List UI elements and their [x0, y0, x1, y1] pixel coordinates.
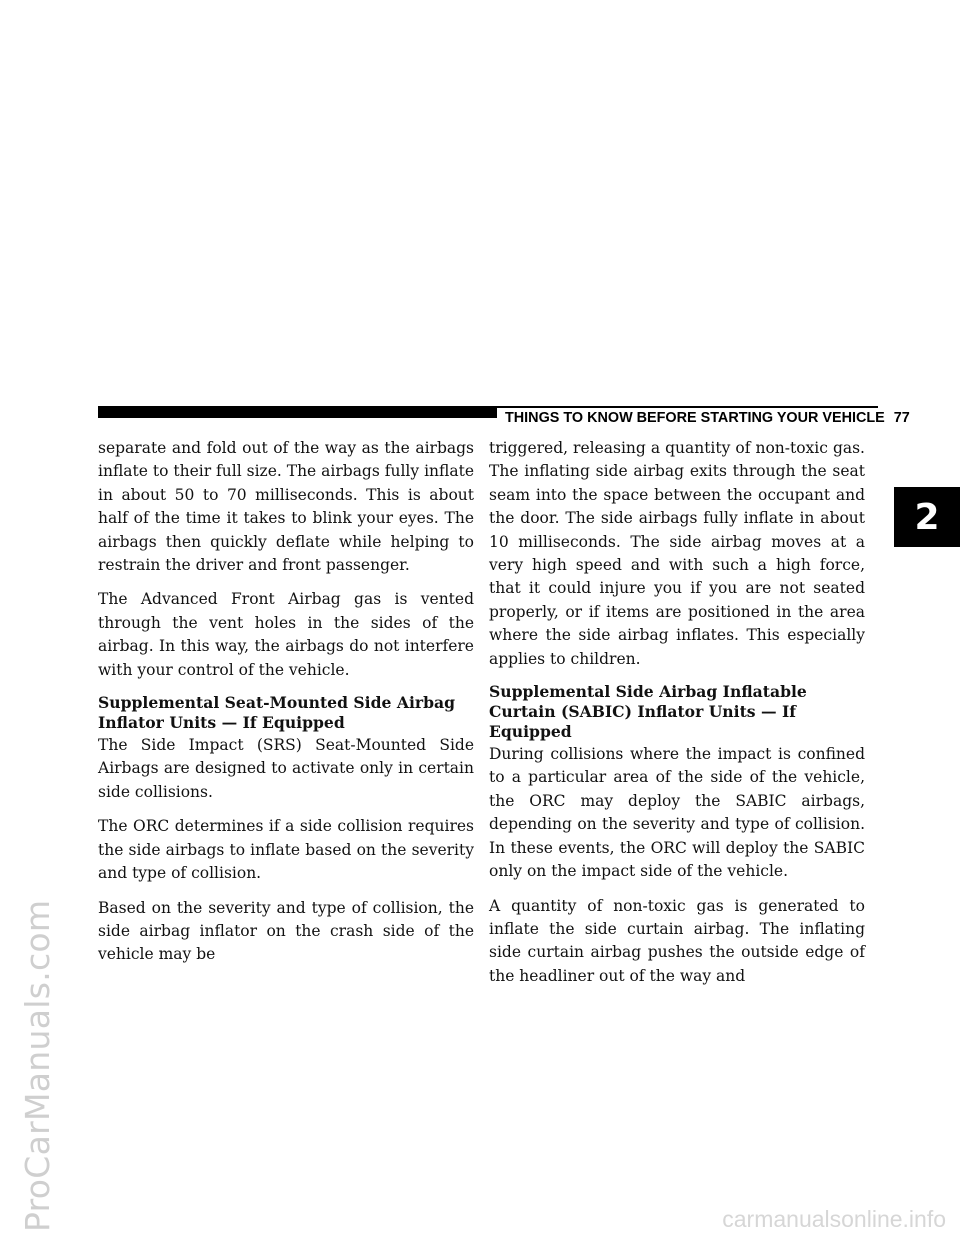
left-paragraph-2: The Advanced Front Airbag gas is vented through the vent holes in the sides of the airbag. In this way, the airbags do not interfere with your control of the vehicle. — [98, 590, 474, 679]
watermark-procarmanuals: ProCarManuals.com — [18, 899, 57, 1232]
left-paragraph-1: separate and fold out of the way as the airbags inflate to their full size. The airbags fully inflate in about 50 to 70 milliseconds. This is about half of the time it takes to blink your eyes. The airbags then quickly deflate while helping to restrain the driver and front passenger. — [98, 439, 474, 575]
watermark-carmanualsonline: carmanualsonline.info — [722, 1206, 946, 1232]
right-paragraph-1: triggered, releasing a quantity of non-toxic gas. The inflating side airbag exits through the seat seam into the space between the occupant and the door. The side airbags fully inflate in about 10 milliseconds. The side airbag moves at a very high speed and with such a high force, that it could injure you if you are not seated properly, or if items are positioned in the area where the side airbag inflates. This especially applies to children. — [489, 439, 865, 668]
left-paragraph-4: The ORC determines if a side collision requires the side airbags to inflate based on the severity and type of collision. — [98, 817, 474, 883]
running-header — [497, 408, 916, 429]
right-paragraph-2: During collisions where the impact is confined to a particular area of the side of the vehicle, the ORC may deploy the SABIC airbags, depending on the severity and type of collision. In these events, the ORC will deploy the SABIC only on the impact side of the vehicle. — [489, 745, 865, 881]
left-paragraph-5: Based on the severity and type of collision, the side airbag inflator on the crash side of the vehicle may be — [98, 898, 474, 964]
left-paragraph-3: The Side Impact (SRS) Seat-Mounted Side Airbags are designed to activate only in certain side collisions. — [98, 736, 474, 801]
right-column — [489, 437, 865, 999]
left-column — [98, 437, 474, 978]
page-number: 77 — [893, 410, 910, 426]
chapter-tab: 2 — [894, 487, 960, 547]
section-heading-sabic: Supplemental Side Airbag Inflatable Curtain (SABIC) Inflator Units — If Equipped — [489, 682, 807, 742]
section-heading-seat-mounted-side-airbag: Supplemental Seat-Mounted Side Airbag Inflator Units — If Equipped — [98, 693, 456, 733]
header-title: THINGS TO KNOW BEFORE STARTING YOUR VEHICLE — [505, 410, 885, 426]
right-paragraph-3: A quantity of non-toxic gas is generated to inflate the side curtain airbag. The inflating side curtain airbag pushes the outside edge of the headliner out of the way and — [489, 896, 865, 985]
